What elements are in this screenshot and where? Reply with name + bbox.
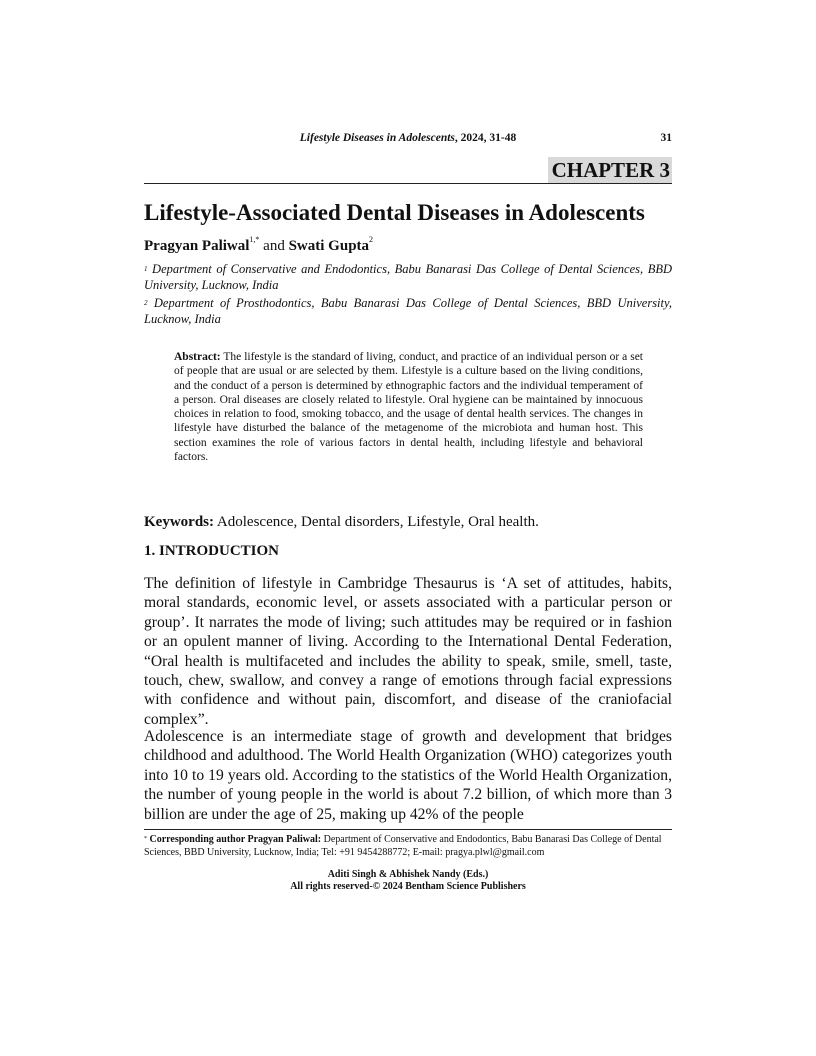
keywords-text: Adolescence, Dental disorders, Lifestyle, Oral health. <box>214 514 539 530</box>
affiliation-1-text: Department of Conservative and Endodontics, Babu Banarasi Das College of Dental Sciences, BBD University, Lucknow, India <box>144 262 672 292</box>
body-paragraph: The definition of lifestyle in Cambridge Thesaurus is ‘A set of attitudes, habits, moral standards, economic level, or assets associated with a particular person or group’. It narrates the mode of living; such attitudes may be required or in fashion or an opulent manner of living. According to the International Dental Federation, “Oral health is multifaceted and includes the ability to speak, smile, smell, taste, touch, chew, swallow, and convey a range of emotions through facial expressions with confidence and without pain, discomfort, and disease of the craniofacial complex”. <box>144 575 672 728</box>
page-number: 31 <box>660 132 672 144</box>
book-title: Lifestyle Diseases in Adolescents <box>299 132 455 144</box>
section-heading: 1. INTRODUCTION <box>144 543 280 559</box>
editors-line: Aditi Singh & Abhishek Nandy (Eds.) <box>327 869 489 880</box>
author-2: Swati Gupta <box>288 238 370 254</box>
author-line <box>144 236 373 256</box>
body-paragraph: Adolescence is an intermediate stage of growth and development that bridges childhood and adulthood. The World Health Organization (WHO) categorizes youth into 10 to 19 years old. According to the statistics of the World Health Organization, the number of young people in the world is about 7.2 billion, of which more than 3 billion are under the age of 25, making up 42% of the people <box>144 728 672 823</box>
author-1-marker: 1,* <box>249 235 260 244</box>
affiliation-1 <box>144 262 672 293</box>
abstract-text: The lifestyle is the standard of living, conduct, and practice of an individual person or a set of people that are usual or are selected by them. Lifestyle is a culture based on the living conditions, and the conduct of a person is determined by ethnographic factors and the individual temperament of a person. Oral diseases are closely related to lifestyle. Oral hygiene can be maintained by innocuous choices in relation to food, smoking tobacco, and the usage of dental health services. The changes in lifestyle have disturbed the balance of the metagenome of the microbiota and human host. This section examines the role of various factors in dental health, including lifestyle and behavioral factors. <box>174 351 643 464</box>
chapter-label: CHAPTER 3 <box>548 157 672 183</box>
author-1: Pragyan Paliwal <box>144 238 250 254</box>
affiliation-2-marker: 2 <box>144 299 148 307</box>
affiliation-2 <box>144 296 672 327</box>
affiliation-1-marker: 1 <box>144 265 148 273</box>
author-conjunction: and <box>259 238 289 254</box>
keywords-label: Keywords: <box>144 514 214 530</box>
affiliation-2-text: Department of Prosthodontics, Babu Banarasi Das College of Dental Sciences, BBD University, Lucknow, India <box>144 296 672 326</box>
keywords <box>144 512 672 532</box>
abstract <box>174 350 643 464</box>
page-title: Lifestyle-Associated Dental Diseases in Adolescents <box>144 200 645 225</box>
citation-range: , 2024, 31-48 <box>454 132 517 144</box>
footnote-divider <box>144 829 672 830</box>
copyright-line: All rights reserved-© 2024 Bentham Science Publishers <box>290 881 526 892</box>
footnote-label: Corresponding author Pragyan Paliwal: <box>147 834 322 845</box>
header-divider <box>144 183 672 184</box>
footnote-marker: * <box>144 836 147 842</box>
abstract-label: Abstract: <box>174 351 221 363</box>
footnote-text: Department of Conservative and Endodontics, Babu Banarasi Das College of Dental Sciences, BBD University, Lucknow, India; Tel: +91 9454288772; E-mail: pragya.plwl@gmail.com <box>144 834 662 858</box>
author-2-marker: 2 <box>369 235 374 244</box>
running-head <box>144 132 672 144</box>
footnote <box>144 833 672 859</box>
running-head-citation <box>144 132 672 144</box>
